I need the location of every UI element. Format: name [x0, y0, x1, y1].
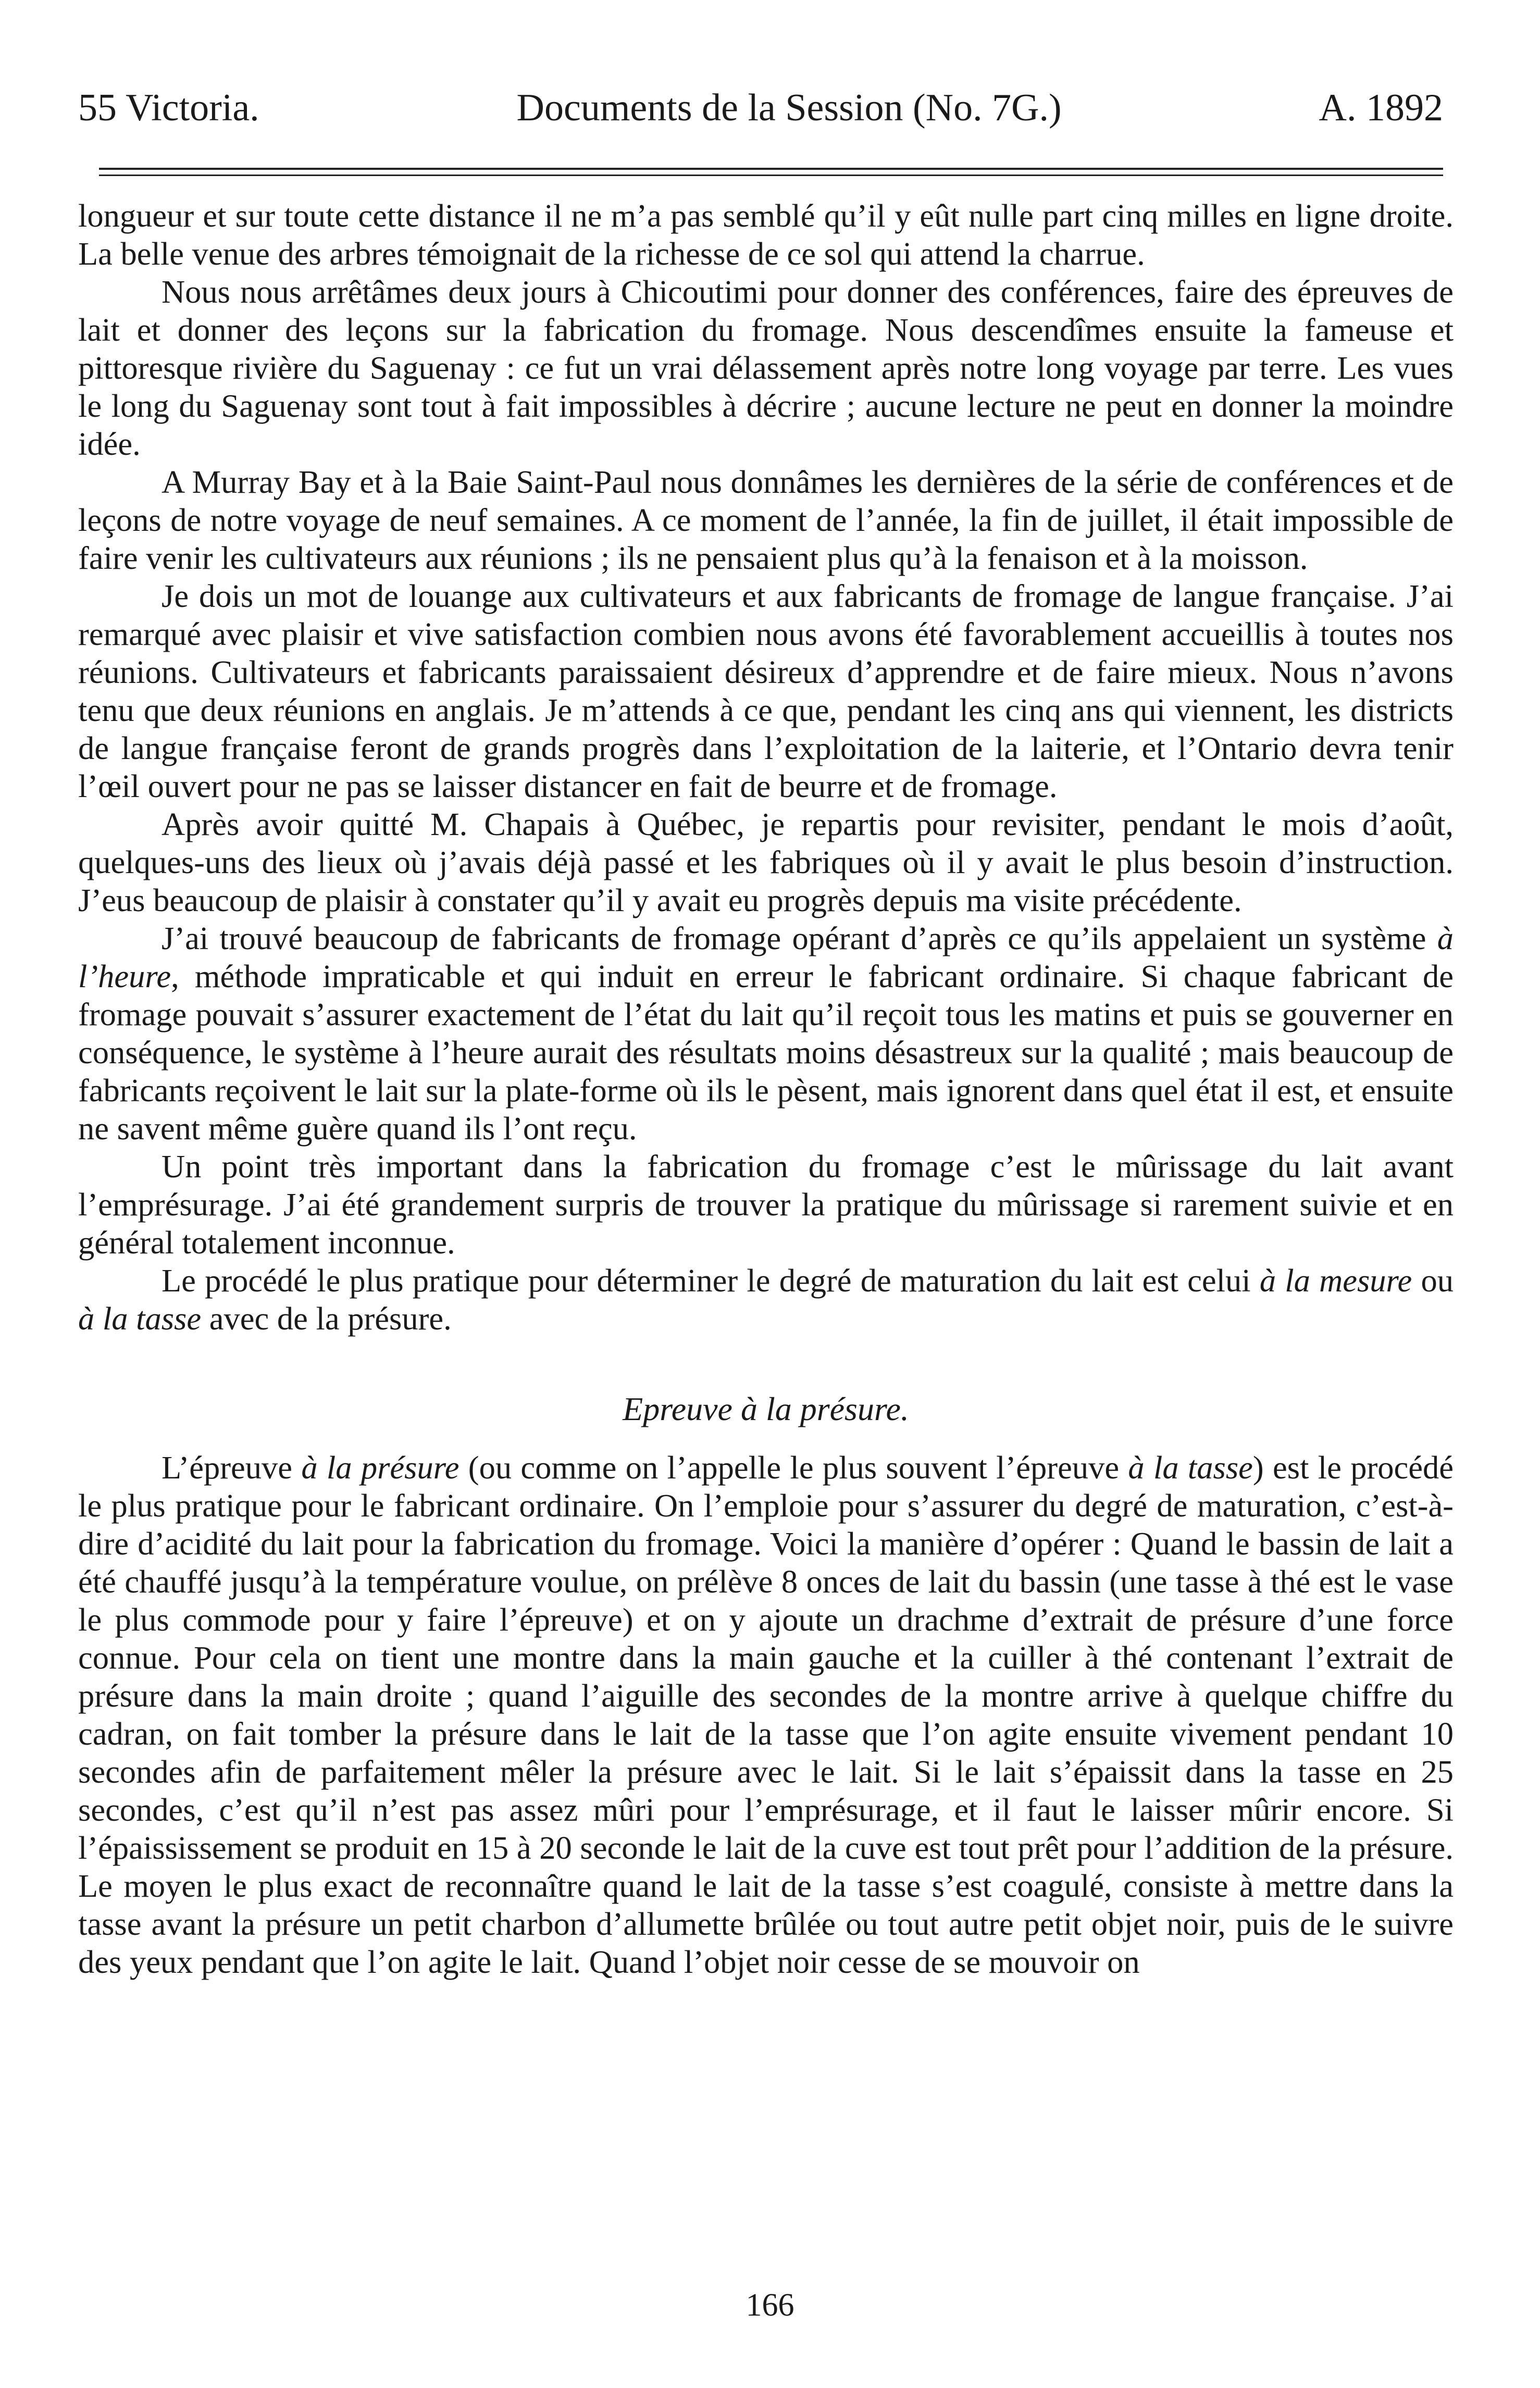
paragraph-text: ) est le procédé le plus pratique pour le fabricant ordinaire. On l’emploie pour s’assurer du degré de maturation, c’est-à-dire d’acidité du lait pour la fabrication du fromage. Voici la manière d’opérer : Quand le bassin de lait a été chauffé jusqu’à la température voulue, on prélève 8 onces de lait du bassin (une tasse à thé est le vase le plus commode pour y faire l’épreuve) et on y ajoute un drachme d’extrait de présure d’une force connue. Pour cela on tient une montre dans la main gauche et la cuiller à thé contenant l’extrait de présure dans la main droite ; quand l’aiguille des secondes de la montre arrive à quelque chiffre du cadran, on fait tomber la présure dans le lait de la tasse que l’on agite ensuite vivement pendant 10 secondes afin de parfaitement mêler la présure avec le lait. Si le lait s’épaissit dans la tasse en 25 secondes, c’est qu’il n’est pas assez mûri pour l’emprésurage, et il faut le laisser mûrir encore. Si l’épaississement se produit en 15 à 20 seconde le lait de la cuve est tout prêt pour l’addition de la présure. Le moyen le plus exact de reconnaître quand le lait de la tasse s’est coagulé, consiste à mettre dans la tasse avant la présure un petit charbon d’allumette brûlée ou tout autre petit objet noir, puis de le suivre des yeux pendant que l’on agite le lait. Quand l’objet noir cesse de se mouvoir on — [78, 1449, 1454, 1980]
paragraph-text: longueur et sur toute cette distance il ne m’a pas semblé qu’il y eût nulle part cinq milles en ligne droite. La belle venue des arbres témoignait de la richesse de ce sol qui attend la charrue. — [78, 197, 1454, 272]
paragraph — [78, 805, 1454, 919]
italic-text: à la tasse — [1128, 1449, 1253, 1486]
header-rule-top — [99, 168, 1443, 170]
page-number: 166 — [746, 2287, 794, 2323]
paragraphs-after-heading — [78, 1449, 1454, 1981]
italic-text: à la mesure — [1259, 1262, 1412, 1299]
paragraph — [78, 1262, 1454, 1338]
paragraph — [78, 197, 1454, 273]
header-right: A. 1892 — [1319, 86, 1443, 129]
header-center: Documents de la Session (No. 7G.) — [516, 86, 1062, 129]
paragraph — [78, 1148, 1454, 1262]
paragraph-text: A Murray Bay et à la Baie Saint-Paul nous donnâmes les dernières de la série de conférences et de leçons de notre voyage de neuf semaines. A ce moment de l’année, la fin de juillet, il était impossible de faire venir les cultivateurs aux réunions ; ils ne pensaient plus qu’à la fenaison et à la moisson. — [78, 464, 1454, 576]
paragraph-text: J’ai trouvé beaucoup de fabricants de fromage opérant d’après ce qu’ils appelaient un système — [162, 920, 1437, 956]
paragraph — [78, 1449, 1454, 1981]
running-header — [78, 86, 1454, 129]
paragraph-text: ou — [1412, 1262, 1454, 1299]
italic-text: à la tasse — [78, 1300, 202, 1337]
paragraph-text: Nous nous arrêtâmes deux jours à Chicoutimi pour donner des conférences, faire des épreuves de lait et donner des leçons sur la fabrication du fromage. Nous descendîmes ensuite la fameuse et pittoresque rivière du Saguenay : ce fut un vrai délassement après notre long voyage par terre. Les vues le long du Saguenay sont tout à fait impossibles à décrire ; aucune lecture ne peut en donner la moindre idée. — [78, 273, 1454, 462]
section-heading: Epreuve à la présure. — [623, 1390, 909, 1427]
body-text — [78, 197, 1454, 1981]
paragraph-text: Après avoir quitté M. Chapais à Québec, je repartis pour revisiter, pendant le mois d’août, quelques-uns des lieux où j’avais déjà passé et les fabriques où il y avait le plus besoin d’instruction. J’eus beaucoup de plaisir à constater qu’il y avait eu progrès depuis ma visite précédente. — [78, 806, 1454, 918]
header-rule-bottom — [99, 175, 1443, 176]
italic-text: à la présure — [301, 1449, 459, 1486]
paragraph-text: Un point très important dans la fabrication du fromage c’est le mûrissage du lait avant l’emprésurage. J’ai été grandement surpris de trouver la pratique du mûrissage si rarement suivie et en général totalement inconnue. — [78, 1148, 1454, 1261]
paragraph — [78, 463, 1454, 577]
paragraph-text: , méthode impraticable et qui induit en erreur le fabricant ordinaire. Si chaque fabricant de fromage pouvait s’assurer exactement de l’état du lait qu’il reçoit tous les matins et puis se gouverner en conséquence, le système à l’heure aurait des résultats moins désastreux sur la qualité ; mais beaucoup de fabricants reçoivent le lait sur la plate-forme où ils le pèsent, mais ignorent dans quel état il est, et ensuite ne savent même guère quand ils l’ont reçu. — [78, 958, 1454, 1147]
paragraph-text: avec de la présure. — [201, 1300, 452, 1337]
paragraph-text: (ou comme on l’appelle le plus souvent l’épreuve — [459, 1449, 1128, 1486]
paragraph-text: L’épreuve — [162, 1449, 302, 1486]
header-double-rule — [99, 168, 1443, 176]
italic-text: à l’heure — [78, 920, 1454, 994]
paragraph — [78, 577, 1454, 805]
paragraph — [78, 273, 1454, 463]
header-left: 55 Victoria. — [78, 86, 259, 129]
paragraph-text: Je dois un mot de louange aux cultivateurs et aux fabricants de fromage de langue française. J’ai remarqué avec plaisir et vive satisfaction combien nous avons été favorablement accueillis à toutes nos réunions. Cultivateurs et fabricants paraissaient désireux d’apprendre et de faire mieux. Nous n’avons tenu que deux réunions en anglais. Je m’attends à ce que, pendant les cinq ans qui viennent, les districts de langue française feront de grands progrès dans l’exploitation de la laiterie, et l’Ontario devra tenir l’œil ouvert pour ne pas se laisser distancer en fait de beurre et de fromage. — [78, 578, 1454, 804]
paragraphs-before-heading — [78, 197, 1454, 1338]
document-page — [78, 86, 1454, 1981]
paragraph-text: Le procédé le plus pratique pour déterminer le degré de maturation du lait est celui — [162, 1262, 1260, 1299]
paragraph — [78, 919, 1454, 1148]
